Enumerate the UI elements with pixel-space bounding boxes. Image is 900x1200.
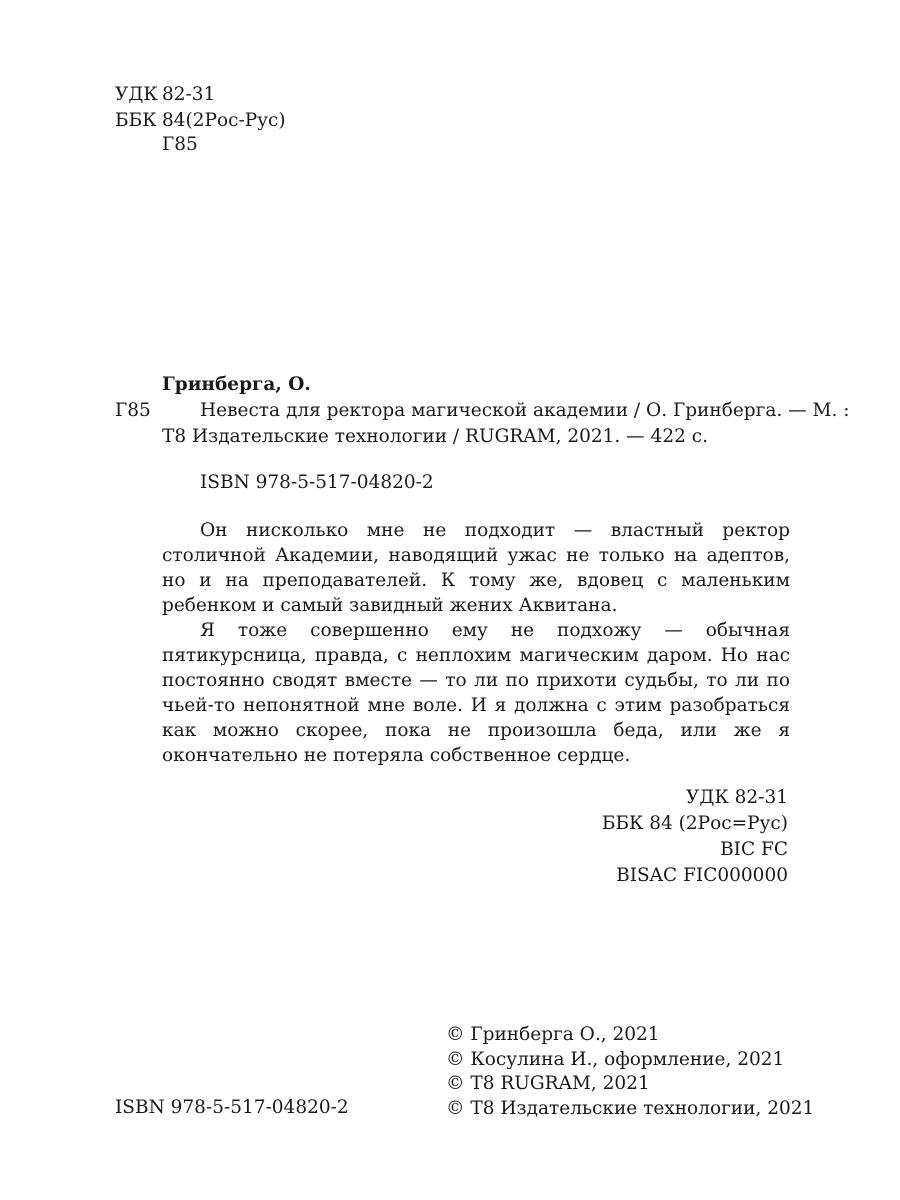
bic-code: BIC FC [720,839,788,860]
copyright-rugram: © Т8 RUGRAM, 2021 [446,1073,650,1094]
annotation [162,518,790,768]
card-isbn: ISBN 978-5-517-04820-2 [200,472,434,493]
classification-codes [602,785,788,889]
footer-isbn: ISBN 978-5-517-04820-2 [115,1097,349,1118]
annotation-paragraph-2: Я тоже совершенно ему не подхожу — обычная пятикурсница, правда, с неплохим магическим даром. Но нас постоянно сводят вместе — то ли по прихоти судьбы, то ли по чьей-то непонятной мне воле. И я должна с этим разобраться как можно скорее, пока не произошла беда, или же я окончательно не потеряла собственное сердце. [162,620,790,766]
udk-label: УДК [115,84,158,105]
bisac-code: BISAC FIC000000 [616,865,788,886]
copyright-author: © Гринберга О., 2021 [446,1024,660,1045]
bbk-value: 84(2Рос-Рус) [162,110,286,131]
annotation-paragraph-1: Он нисколько мне не подходит — властный ректор столичной Академии, наводящий ужас не только на адептов, но и на преподавателей. К тому же, вдовец с маленьким ребенком и самый завидный жених Аквитана. [162,520,790,616]
title-line-1: Невеста для ректора магической академии / О. Гринберга. — М. : [200,400,850,421]
udk-code: УДК 82-31 [686,787,788,808]
copyright-publisher: © Т8 Издательские технологии, 2021 [446,1097,815,1119]
bbk-code: ББК 84 (2Рос=Рус) [601,813,788,834]
bbk-label: ББК [115,110,157,131]
author-mark-top: Г85 [162,134,198,155]
udk-value: 82-31 [162,84,216,105]
author-heading: Гринберга, О. [162,374,311,395]
copyright-block [446,1023,814,1121]
title-line-2: Т8 Издательские технологии / RUGRAM, 2021. — 422 с. [162,426,708,447]
author-mark-card: Г85 [115,400,151,421]
copyright-design: © Косулина И., оформление, 2021 [446,1048,785,1070]
